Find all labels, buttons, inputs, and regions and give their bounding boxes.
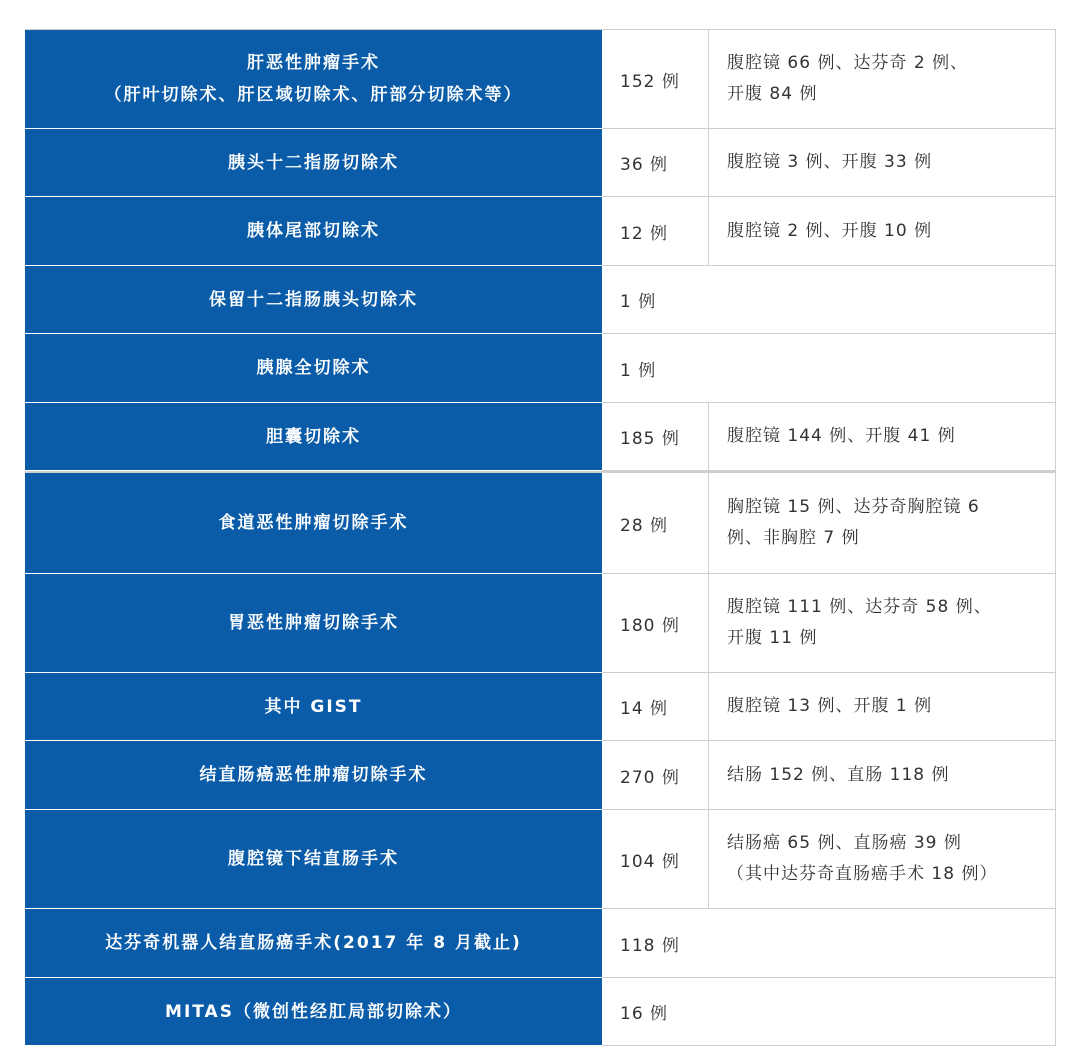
table-row [25, 810, 1056, 909]
procedure-cell [25, 473, 602, 574]
procedure-name: 其中 GIST [264, 696, 363, 717]
table-row [25, 129, 1056, 197]
procedure-name: 胰体尾部切除术 [247, 221, 380, 241]
procedure-cell [25, 129, 602, 197]
procedure-name: 结直肠癌恶性肿瘤切除手术 [199, 765, 428, 785]
breakdown-line: 结肠癌 65 例、直肠癌 39 例 [727, 833, 962, 853]
case-count: 36 例 [602, 129, 709, 196]
case-count: 270 例 [602, 741, 709, 809]
procedure-cell [25, 403, 602, 471]
breakdown-line: 开腹 84 例 [727, 84, 818, 104]
case-count: 12 例 [602, 197, 709, 265]
procedure-name: 达芬奇机器人结直肠癌手术(2017 年 8 月截止) [105, 933, 522, 953]
procedure-cell [25, 673, 602, 741]
case-count: 1 例 [602, 266, 1056, 333]
table-row [25, 473, 1056, 574]
breakdown-line: 腹腔镜 66 例、达芬奇 2 例、 [727, 53, 969, 73]
case-breakdown [709, 574, 1056, 672]
case-breakdown [709, 129, 1056, 196]
case-breakdown [709, 403, 1056, 470]
procedure-name: （肝叶切除术、肝区域切除术、肝部分切除术等） [104, 85, 523, 105]
breakdown-line: 开腹 11 例 [727, 628, 818, 648]
table-row [25, 909, 1056, 978]
table-row [25, 574, 1056, 673]
procedure-name: 肝恶性肿瘤手术 [247, 53, 380, 73]
breakdown-line: 腹腔镜 144 例、开腹 41 例 [727, 426, 956, 446]
table-row [25, 673, 1056, 741]
case-breakdown [709, 473, 1056, 573]
table-row [25, 266, 1056, 334]
breakdown-line: 腹腔镜 111 例、达芬奇 58 例、 [727, 597, 992, 617]
procedure-name: 胰头十二指肠切除术 [228, 152, 399, 173]
procedure-cell [25, 197, 602, 266]
case-breakdown [709, 197, 1056, 265]
procedure-cell [25, 574, 602, 673]
case-count: 1 例 [602, 334, 1056, 402]
procedure-cell [25, 978, 602, 1046]
breakdown-line: 腹腔镜 3 例、开腹 33 例 [727, 152, 933, 172]
case-count: 180 例 [602, 574, 709, 672]
table-row [25, 30, 1056, 129]
procedure-name: MITAS（微创性经肛局部切除术） [165, 1001, 462, 1022]
breakdown-line: 腹腔镜 13 例、开腹 1 例 [727, 696, 933, 716]
procedure-cell [25, 909, 602, 978]
table-row [25, 197, 1056, 266]
procedure-name: 胆囊切除术 [266, 426, 361, 447]
procedure-cell [25, 30, 602, 129]
table-row [25, 403, 1056, 473]
breakdown-line: 例、非胸腔 7 例 [727, 528, 860, 548]
table-row [25, 741, 1056, 810]
case-count: 14 例 [602, 673, 709, 740]
procedure-name: 保留十二指肠胰头切除术 [209, 289, 418, 310]
case-breakdown [709, 30, 1056, 128]
procedure-name: 胰腺全切除术 [256, 358, 371, 378]
case-breakdown [709, 741, 1056, 809]
procedure-name: 食道恶性肿瘤切除手术 [218, 513, 409, 533]
case-count: 152 例 [602, 30, 709, 128]
breakdown-line: （其中达芬奇直肠癌手术 18 例） [727, 864, 998, 884]
breakdown-line: 腹腔镜 2 例、开腹 10 例 [727, 220, 933, 241]
procedure-cell [25, 741, 602, 810]
procedure-name: 腹腔镜下结直肠手术 [228, 849, 399, 869]
surgery-statistics-table [25, 29, 1056, 1046]
case-count: 185 例 [602, 403, 709, 470]
procedure-cell [25, 266, 602, 334]
breakdown-line: 胸腔镜 15 例、达芬奇胸腔镜 6 [727, 497, 980, 517]
table-row [25, 978, 1056, 1046]
case-breakdown [709, 673, 1056, 740]
table-row [25, 334, 1056, 403]
case-breakdown [709, 810, 1056, 908]
case-count: 104 例 [602, 810, 709, 908]
procedure-name: 胃恶性肿瘤切除手术 [228, 613, 399, 633]
case-count: 16 例 [602, 978, 1056, 1045]
case-count: 28 例 [602, 473, 709, 573]
breakdown-line: 结肠 152 例、直肠 118 例 [727, 764, 950, 785]
case-count: 118 例 [602, 909, 1056, 977]
procedure-cell [25, 810, 602, 909]
procedure-cell [25, 334, 602, 403]
